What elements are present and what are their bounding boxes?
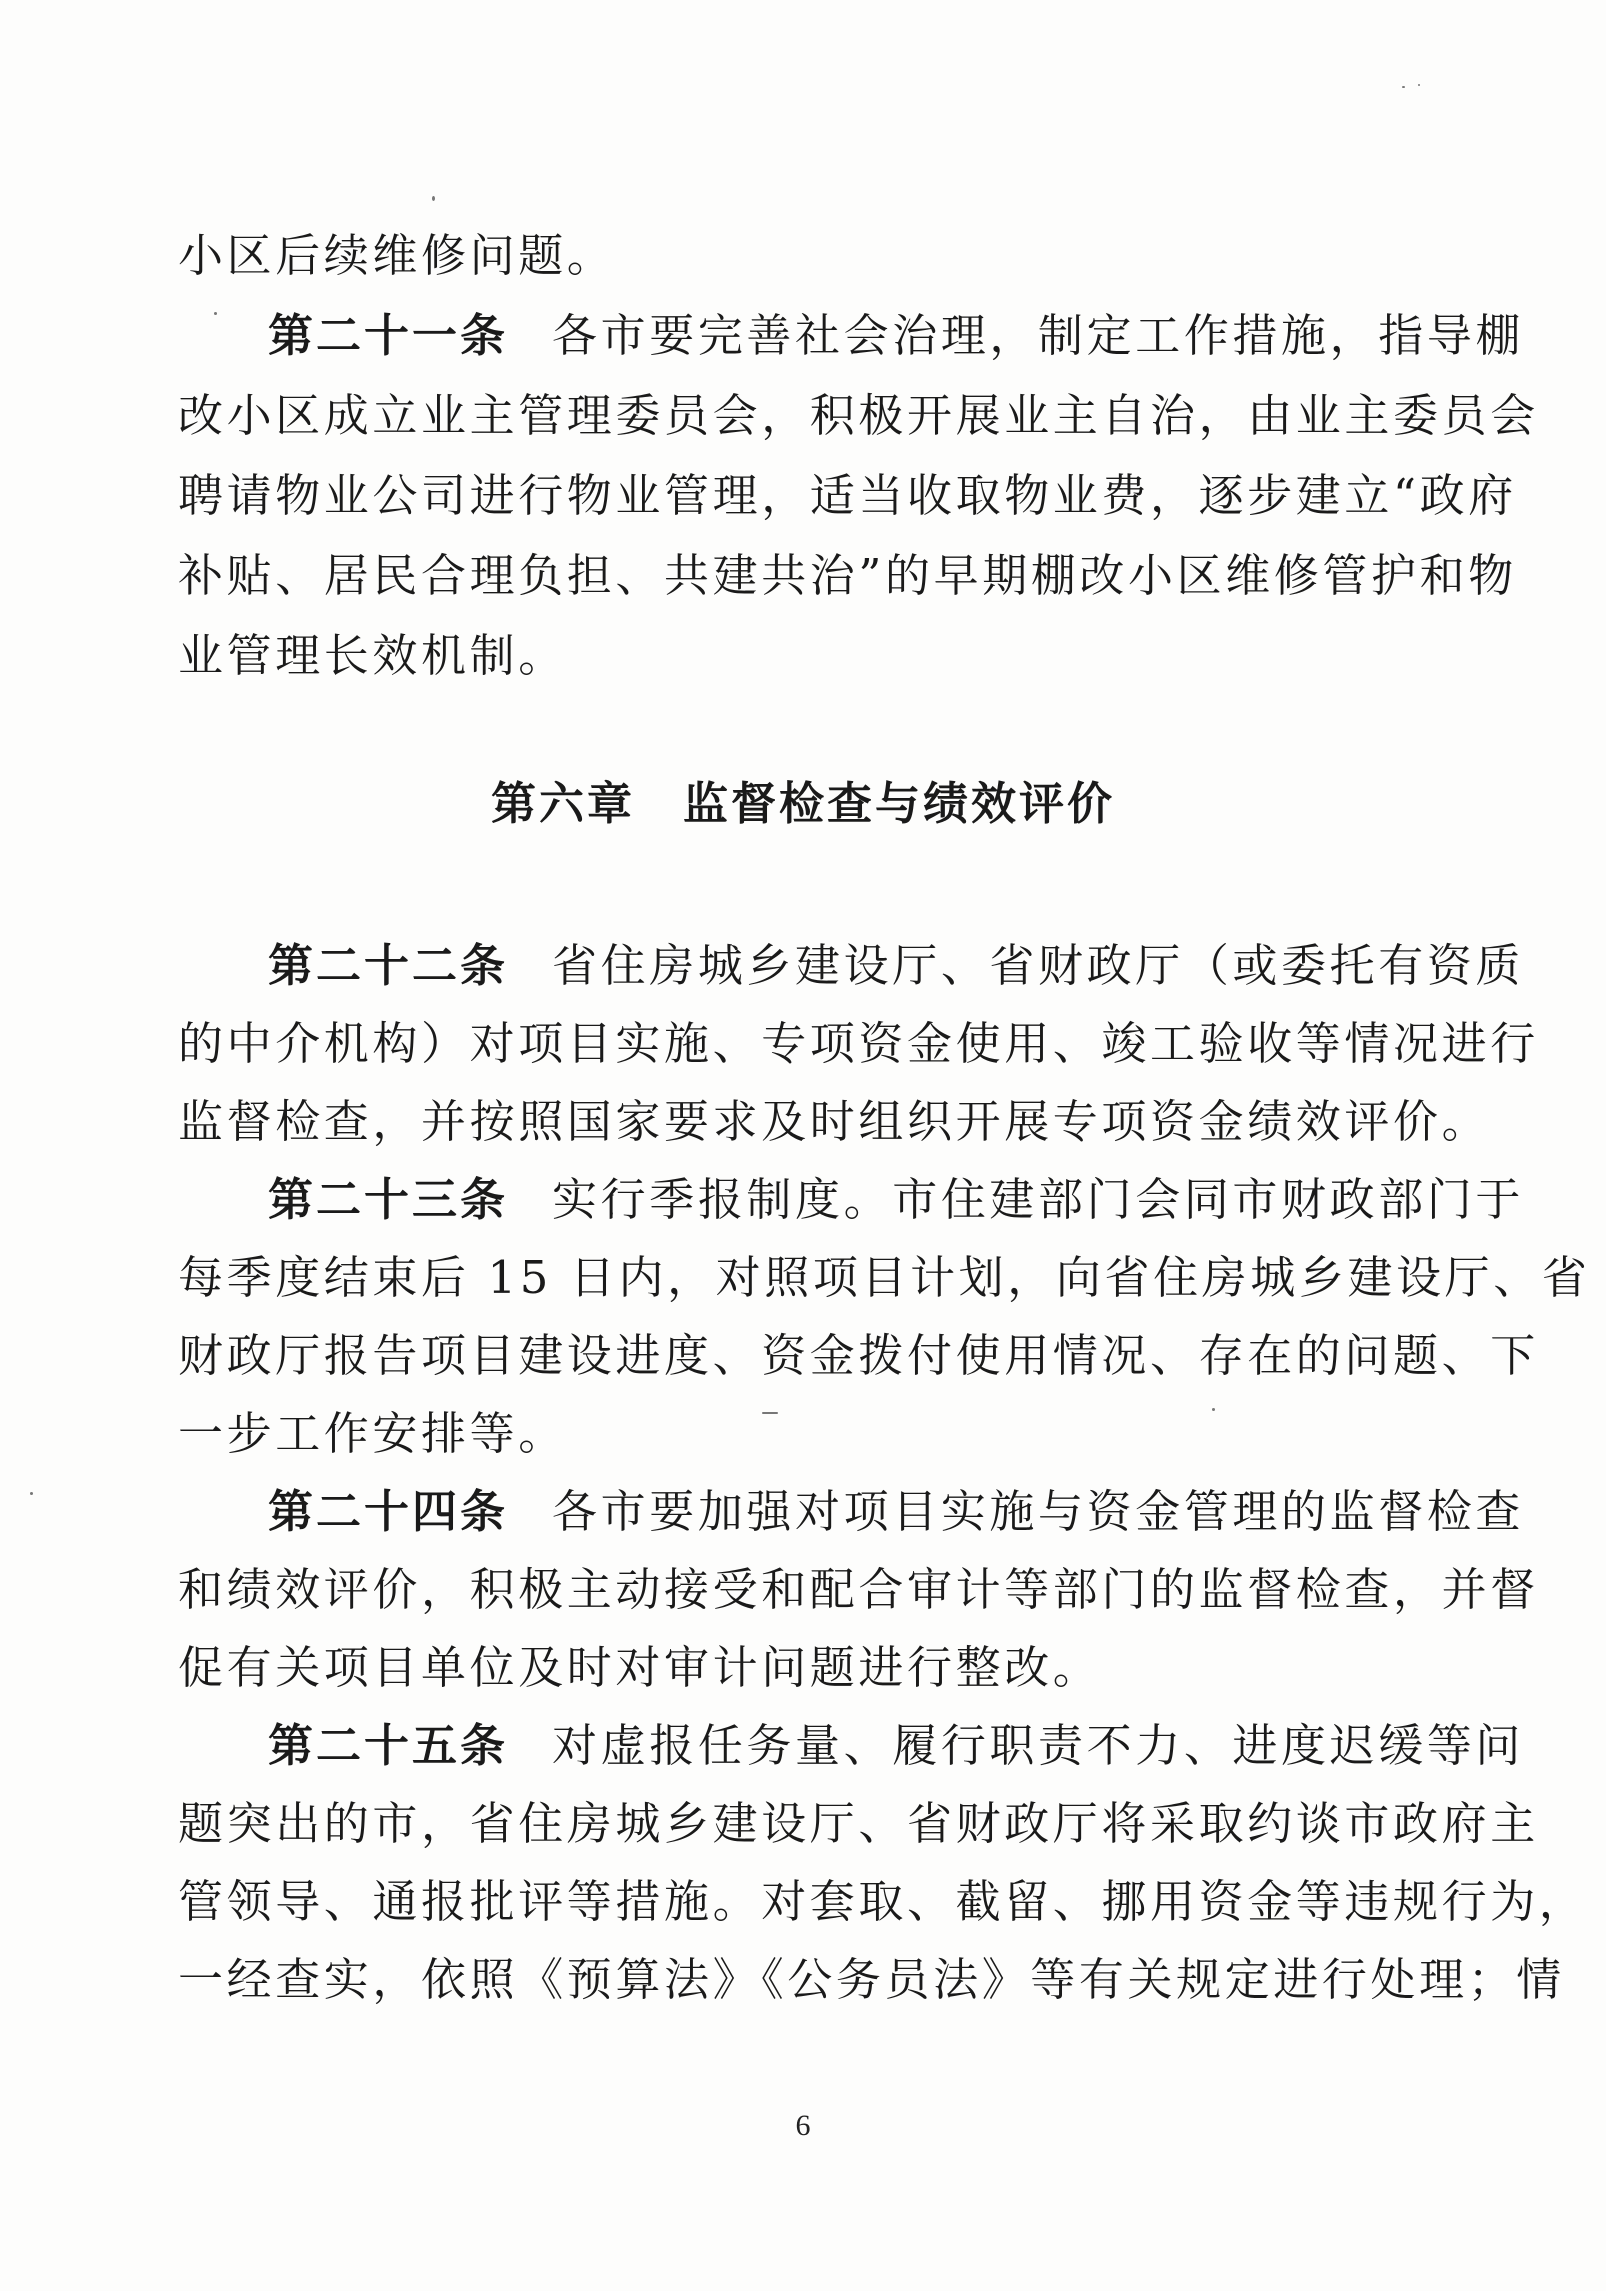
text-line: 聘请物业公司进行物业管理，适当收取物业费，逐步建立“政府	[178, 469, 1517, 522]
article-25-first-line	[268, 1716, 1525, 1776]
text-line: 每季度结束后 15 日内，对照项目计划，向省住房城乡建设厅、省	[178, 1251, 1591, 1304]
text-line: 省住房城乡建设厅、省财政厅（或委托有资质	[552, 939, 1525, 992]
chapter-number: 第六章	[490, 777, 635, 830]
page-number: 6	[795, 2109, 811, 2142]
chapter-heading	[0, 774, 1606, 834]
scan-speck	[1402, 86, 1405, 88]
scan-speck	[30, 1492, 33, 1495]
scan-speck	[432, 196, 435, 201]
text-line: 小区后续维修问题。	[178, 229, 616, 282]
article-24-first-line	[268, 1482, 1525, 1542]
article-21-first-line	[268, 306, 1525, 366]
text-line: 管领导、通报批评等措施。对套取、截留、挪用资金等违规行为，	[178, 1875, 1588, 1928]
text-line: 各市要完善社会治理，制定工作措施，指导棚	[552, 309, 1525, 362]
article-23-first-line	[268, 1170, 1525, 1230]
article-22-heading: 第二十二条	[268, 939, 509, 992]
text-line: 改小区成立业主管理委员会，积极开展业主自治，由业主委员会	[178, 389, 1539, 442]
text-line: 各市要加强对项目实施与资金管理的监督检查	[552, 1485, 1525, 1538]
text-line: 业管理长效机制。	[178, 629, 567, 682]
article-24-heading: 第二十四条	[268, 1485, 509, 1538]
text-line: 促有关项目单位及时对审计问题进行整改。	[178, 1641, 1102, 1694]
article-22-first-line	[268, 936, 1525, 996]
article-25-heading: 第二十五条	[268, 1719, 509, 1772]
article-21-heading: 第二十一条	[268, 309, 509, 362]
scan-speck	[1418, 84, 1420, 86]
text-line: 财政厅报告项目建设进度、资金拨付使用情况、存在的问题、下	[178, 1329, 1539, 1382]
text-line: 和绩效评价，积极主动接受和配合审计等部门的监督检查，并督	[178, 1563, 1539, 1616]
text-line: 补贴、居民合理负担、共建共治”的早期棚改小区维修管护和物	[178, 549, 1517, 602]
chapter-title: 监督检查与绩效评价	[683, 777, 1116, 830]
text-line: 实行季报制度。市住建部门会同市财政部门于	[552, 1173, 1525, 1226]
text-line: 一步工作安排等。	[178, 1407, 567, 1460]
text-line: 的中介机构）对项目实施、专项资金使用、竣工验收等情况进行	[178, 1017, 1539, 1070]
text-line: 一经查实，依照《预算法》《公务员法》等有关规定进行处理；情	[178, 1953, 1565, 2006]
scan-speck	[214, 312, 217, 315]
text-line: 题突出的市，省住房城乡建设厅、省财政厅将采取约谈市政府主	[178, 1797, 1539, 1850]
article-23-heading: 第二十三条	[268, 1173, 509, 1226]
text-line: 监督检查，并按照国家要求及时组织开展专项资金绩效评价。	[178, 1095, 1491, 1148]
text-line: 对虚报任务量、履行职责不力、进度迟缓等问	[552, 1719, 1525, 1772]
